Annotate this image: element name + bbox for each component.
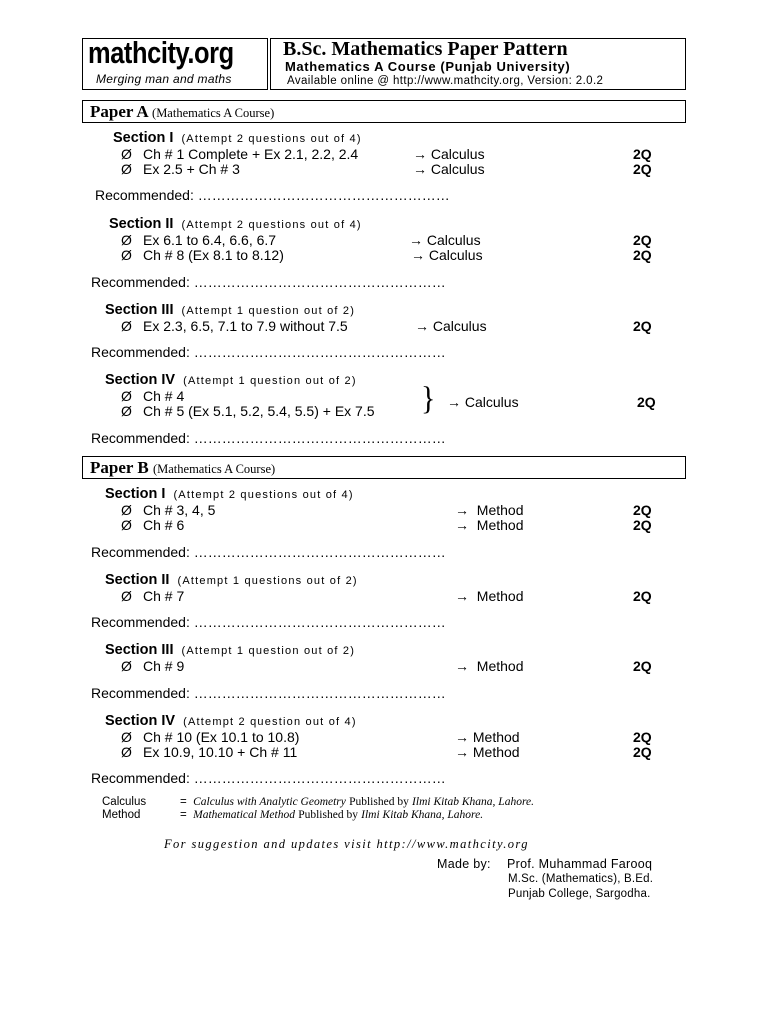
topic-label: → Calculus [413, 161, 485, 177]
marks-label: 2Q [633, 146, 652, 162]
marks-label: 2Q [633, 232, 652, 248]
list-item: Ø Ch # 10 (Ex 10.1 to 10.8) [121, 729, 300, 745]
marks-label: 2Q [637, 394, 656, 410]
paper-a-subtitle: (Mathematics A Course) [152, 106, 275, 120]
marks-label: 2Q [633, 588, 652, 604]
paper-b-subtitle: (Mathematics A Course) [152, 462, 276, 476]
paper-b-title: Paper B [90, 458, 149, 477]
marks-label: 2Q [633, 658, 652, 674]
bullet-icon: Ø [121, 388, 132, 404]
recommended-line: Recommended: ……………………………………………… [95, 187, 450, 203]
topic-label: → Calculus [447, 394, 519, 410]
recommended-line: Recommended: ……………………………………………… [91, 274, 446, 290]
marks-label: 2Q [633, 247, 652, 263]
list-item: Ø Ch # 9 [121, 658, 185, 674]
bullet-icon: Ø [121, 502, 132, 518]
right-brace-icon: } [421, 380, 436, 417]
section-heading: Section I (Attempt 2 questions out of 4) [105, 486, 354, 502]
availability-line: Available online @ http://www.mathcity.org, Version: 2.0.2 [287, 75, 604, 87]
legend-definition: = Calculus with Analytic Geometry Published by Ilmi Kitab Khana, Lahore. [180, 796, 534, 808]
recommended-line: Recommended: ……………………………………………… [91, 430, 446, 446]
list-item: Ø Ch # 5 (Ex 5.1, 5.2, 5.4, 5.5) + Ex 7.5 [121, 403, 375, 419]
recommended-line: Recommended: ……………………………………………… [91, 344, 446, 360]
made-by-label: Made by: [437, 857, 491, 871]
section-heading: Section I (Attempt 2 questions out of 4) [113, 130, 362, 146]
topic-label: → Calculus [413, 146, 485, 162]
bullet-icon: Ø [121, 232, 132, 248]
marks-label: 2Q [633, 502, 652, 518]
recommended-line: Recommended: ……………………………………………… [91, 544, 446, 560]
site-tagline: Merging man and maths [96, 72, 232, 86]
list-item: Ø Ch # 4 [121, 388, 185, 404]
list-item: Ø Ch # 7 [121, 588, 185, 604]
paper-b-heading [90, 458, 275, 478]
section-heading: Section III (Attempt 1 question out of 2) [105, 302, 356, 318]
topic-label: → Calculus [409, 232, 481, 248]
bullet-icon: Ø [121, 588, 132, 604]
recommended-line: Recommended: ……………………………………………… [91, 614, 446, 630]
list-item: Ø Ch # 3, 4, 5 [121, 502, 216, 518]
paper-a-heading [90, 102, 274, 122]
author-name: Prof. Muhammad Farooq [507, 857, 653, 871]
author-degree: M.Sc. (Mathematics), B.Ed. [508, 873, 654, 885]
legend-term: Calculus [102, 796, 147, 808]
list-item: Ø Ch # 1 Complete + Ex 2.1, 2.2, 2.4 [121, 146, 359, 162]
topic-label: → Method [455, 658, 524, 674]
recommended-line: Recommended: ……………………………………………… [91, 770, 446, 786]
topic-label: → Method [455, 517, 524, 533]
bullet-icon: Ø [121, 729, 132, 745]
bullet-icon: Ø [121, 247, 132, 263]
suggestion-line: For suggestion and updates visit http://www.mathcity.org [164, 837, 529, 851]
section-heading: Section III (Attempt 1 question out of 2) [105, 642, 356, 658]
author-college: Punjab College, Sargodha. [508, 888, 651, 900]
section-heading: Section II (Attempt 1 questions out of 2) [105, 572, 358, 588]
topic-label: → Method [455, 502, 524, 518]
marks-label: 2Q [633, 318, 652, 334]
bullet-icon: Ø [121, 403, 132, 419]
section-heading: Section IV (Attempt 2 question out of 4) [105, 713, 357, 729]
marks-label: 2Q [633, 729, 652, 745]
marks-label: 2Q [633, 161, 652, 177]
topic-label: → Method [455, 729, 520, 745]
list-item: Ø Ex 2.3, 6.5, 7.1 to 7.9 without 7.5 [121, 318, 348, 334]
legend-term: Method [102, 809, 141, 821]
topic-label: → Calculus [411, 247, 483, 263]
marks-label: 2Q [633, 517, 652, 533]
section-heading: Section IV (Attempt 1 question out of 2) [105, 372, 357, 388]
list-item: Ø Ex 6.1 to 6.4, 6.6, 6.7 [121, 232, 277, 248]
bullet-icon: Ø [121, 658, 132, 674]
bullet-icon: Ø [121, 517, 132, 533]
bullet-icon: Ø [121, 318, 132, 334]
paper-a-title: Paper A [90, 102, 148, 121]
list-item: Ø Ex 2.5 + Ch # 3 [121, 161, 240, 177]
list-item: Ø Ex 10.9, 10.10 + Ch # 11 [121, 744, 298, 760]
topic-label: → Method [455, 588, 524, 604]
list-item: Ø Ch # 8 (Ex 8.1 to 8.12) [121, 247, 284, 263]
marks-label: 2Q [633, 744, 652, 760]
section-heading: Section II (Attempt 2 questions out of 4) [109, 216, 362, 232]
bullet-icon: Ø [121, 744, 132, 760]
bullet-icon: Ø [121, 161, 132, 177]
topic-label: → Calculus [415, 318, 487, 334]
legend-definition: = Mathematical Method Published by Ilmi Kitab Khana, Lahore. [180, 809, 484, 821]
bullet-icon: Ø [121, 146, 132, 162]
list-item: Ø Ch # 6 [121, 517, 185, 533]
document-title: B.Sc. Mathematics Paper Pattern [283, 38, 568, 60]
document-subtitle: Mathematics A Course (Punjab University) [285, 59, 571, 74]
site-logo: mathcity.org [88, 35, 234, 70]
recommended-line: Recommended: ……………………………………………… [91, 685, 446, 701]
topic-label: → Method [455, 744, 520, 760]
